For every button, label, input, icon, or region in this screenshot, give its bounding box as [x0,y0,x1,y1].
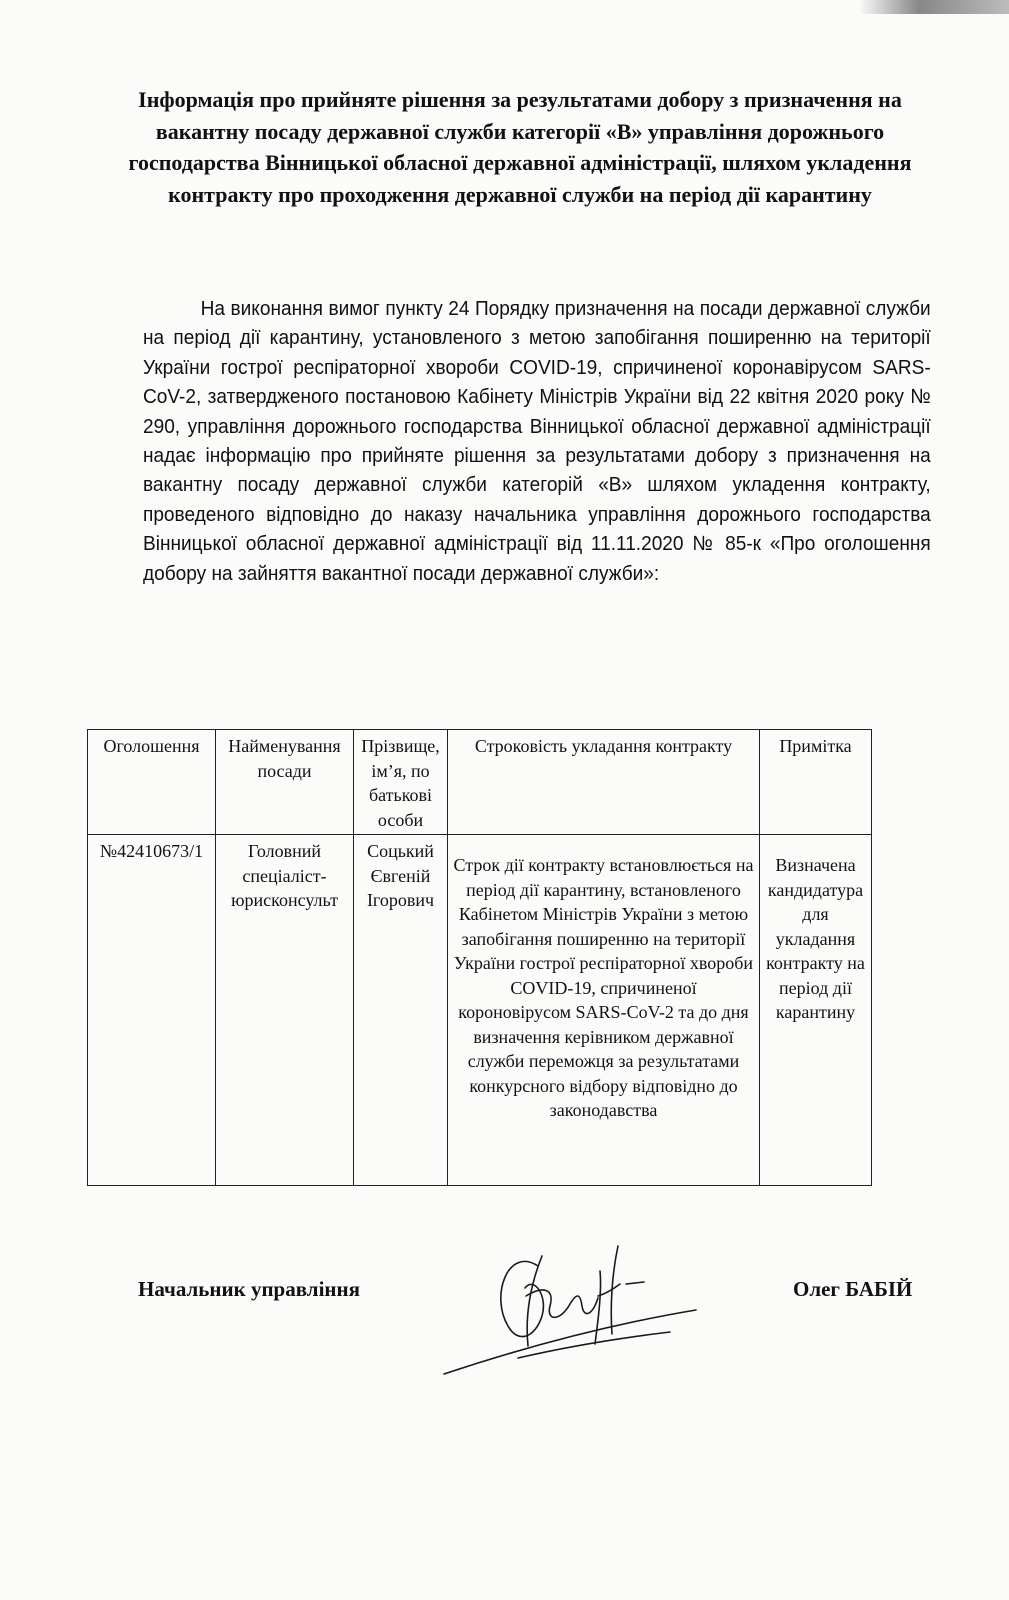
signer-name: Олег БАБІЙ [793,1277,913,1301]
header-note: Примітка [760,730,872,835]
document-title: Інформація про прийняте рішення за результатами добору з призначення на вакантну посаду державної служби категорії «В» управління дорожнього господарства Вінницької обласної державної адміністрації, шляхом укладення контракту про проходження державної служби на період дії карантину [128,87,912,207]
decision-table [87,729,872,1186]
header-person: Прізвище, ім’я, по батькові особи [354,730,448,835]
header-announcement: Оголошення [88,730,216,835]
table-header-row [88,730,872,835]
cell-person: Соцький Євгеній Ігорович [354,835,448,1186]
header-position: Найменування посади [216,730,354,835]
handwritten-signature [430,1226,710,1386]
header-term: Строковість укладання контракту [448,730,760,835]
scan-edge-artifact [859,0,1009,14]
cell-position: Головний спеціаліст-юрисконсульт [216,835,354,1186]
body-paragraph: На виконання вимог пункту 24 Порядку призначення на посади державної служби на період дії карантину, установленого з метою запобігання поширенню на території України гострої респіраторної хвороби COVID-19, спричиненої коронавірусом SARS-CoV-2, затвердженого постановою Кабінету Міністрів України від 22 квітня 2020 року № 290, управління дорожнього господарства Вінницької обласної державної адміністрації надає інформацію про прийняте рішення за результатами добору з призначення на вакантну посаду державної служби категорій «В» шляхом укладення контракту, проведеного відповідно до наказу начальника управління дорожнього господарства Вінницької обласної державної адміністрації від 11.11.2020 № 85-к «Про оголошення добору на зайняття вакантної посади державної служби»: [143,297,931,585]
cell-announcement: №42410673/1 [88,835,216,1186]
signer-role: Начальник управління [138,1277,360,1301]
cell-term: Строк дії контракту встановлюється на період дії карантину, встановленого Кабінетом Міністрів України з метою запобігання поширенню на території України гострої респіраторної хвороби COVID-19, спричиненої короновірусом SARS-CoV-2 та до дня визначення керівником державної служби переможця за результатами конкурсного відбору відповідно до законодавства [448,835,760,1186]
table-row [88,835,872,1186]
cell-note: Визначена кандидатура для укладання контракту на період дії карантину [760,835,872,1186]
